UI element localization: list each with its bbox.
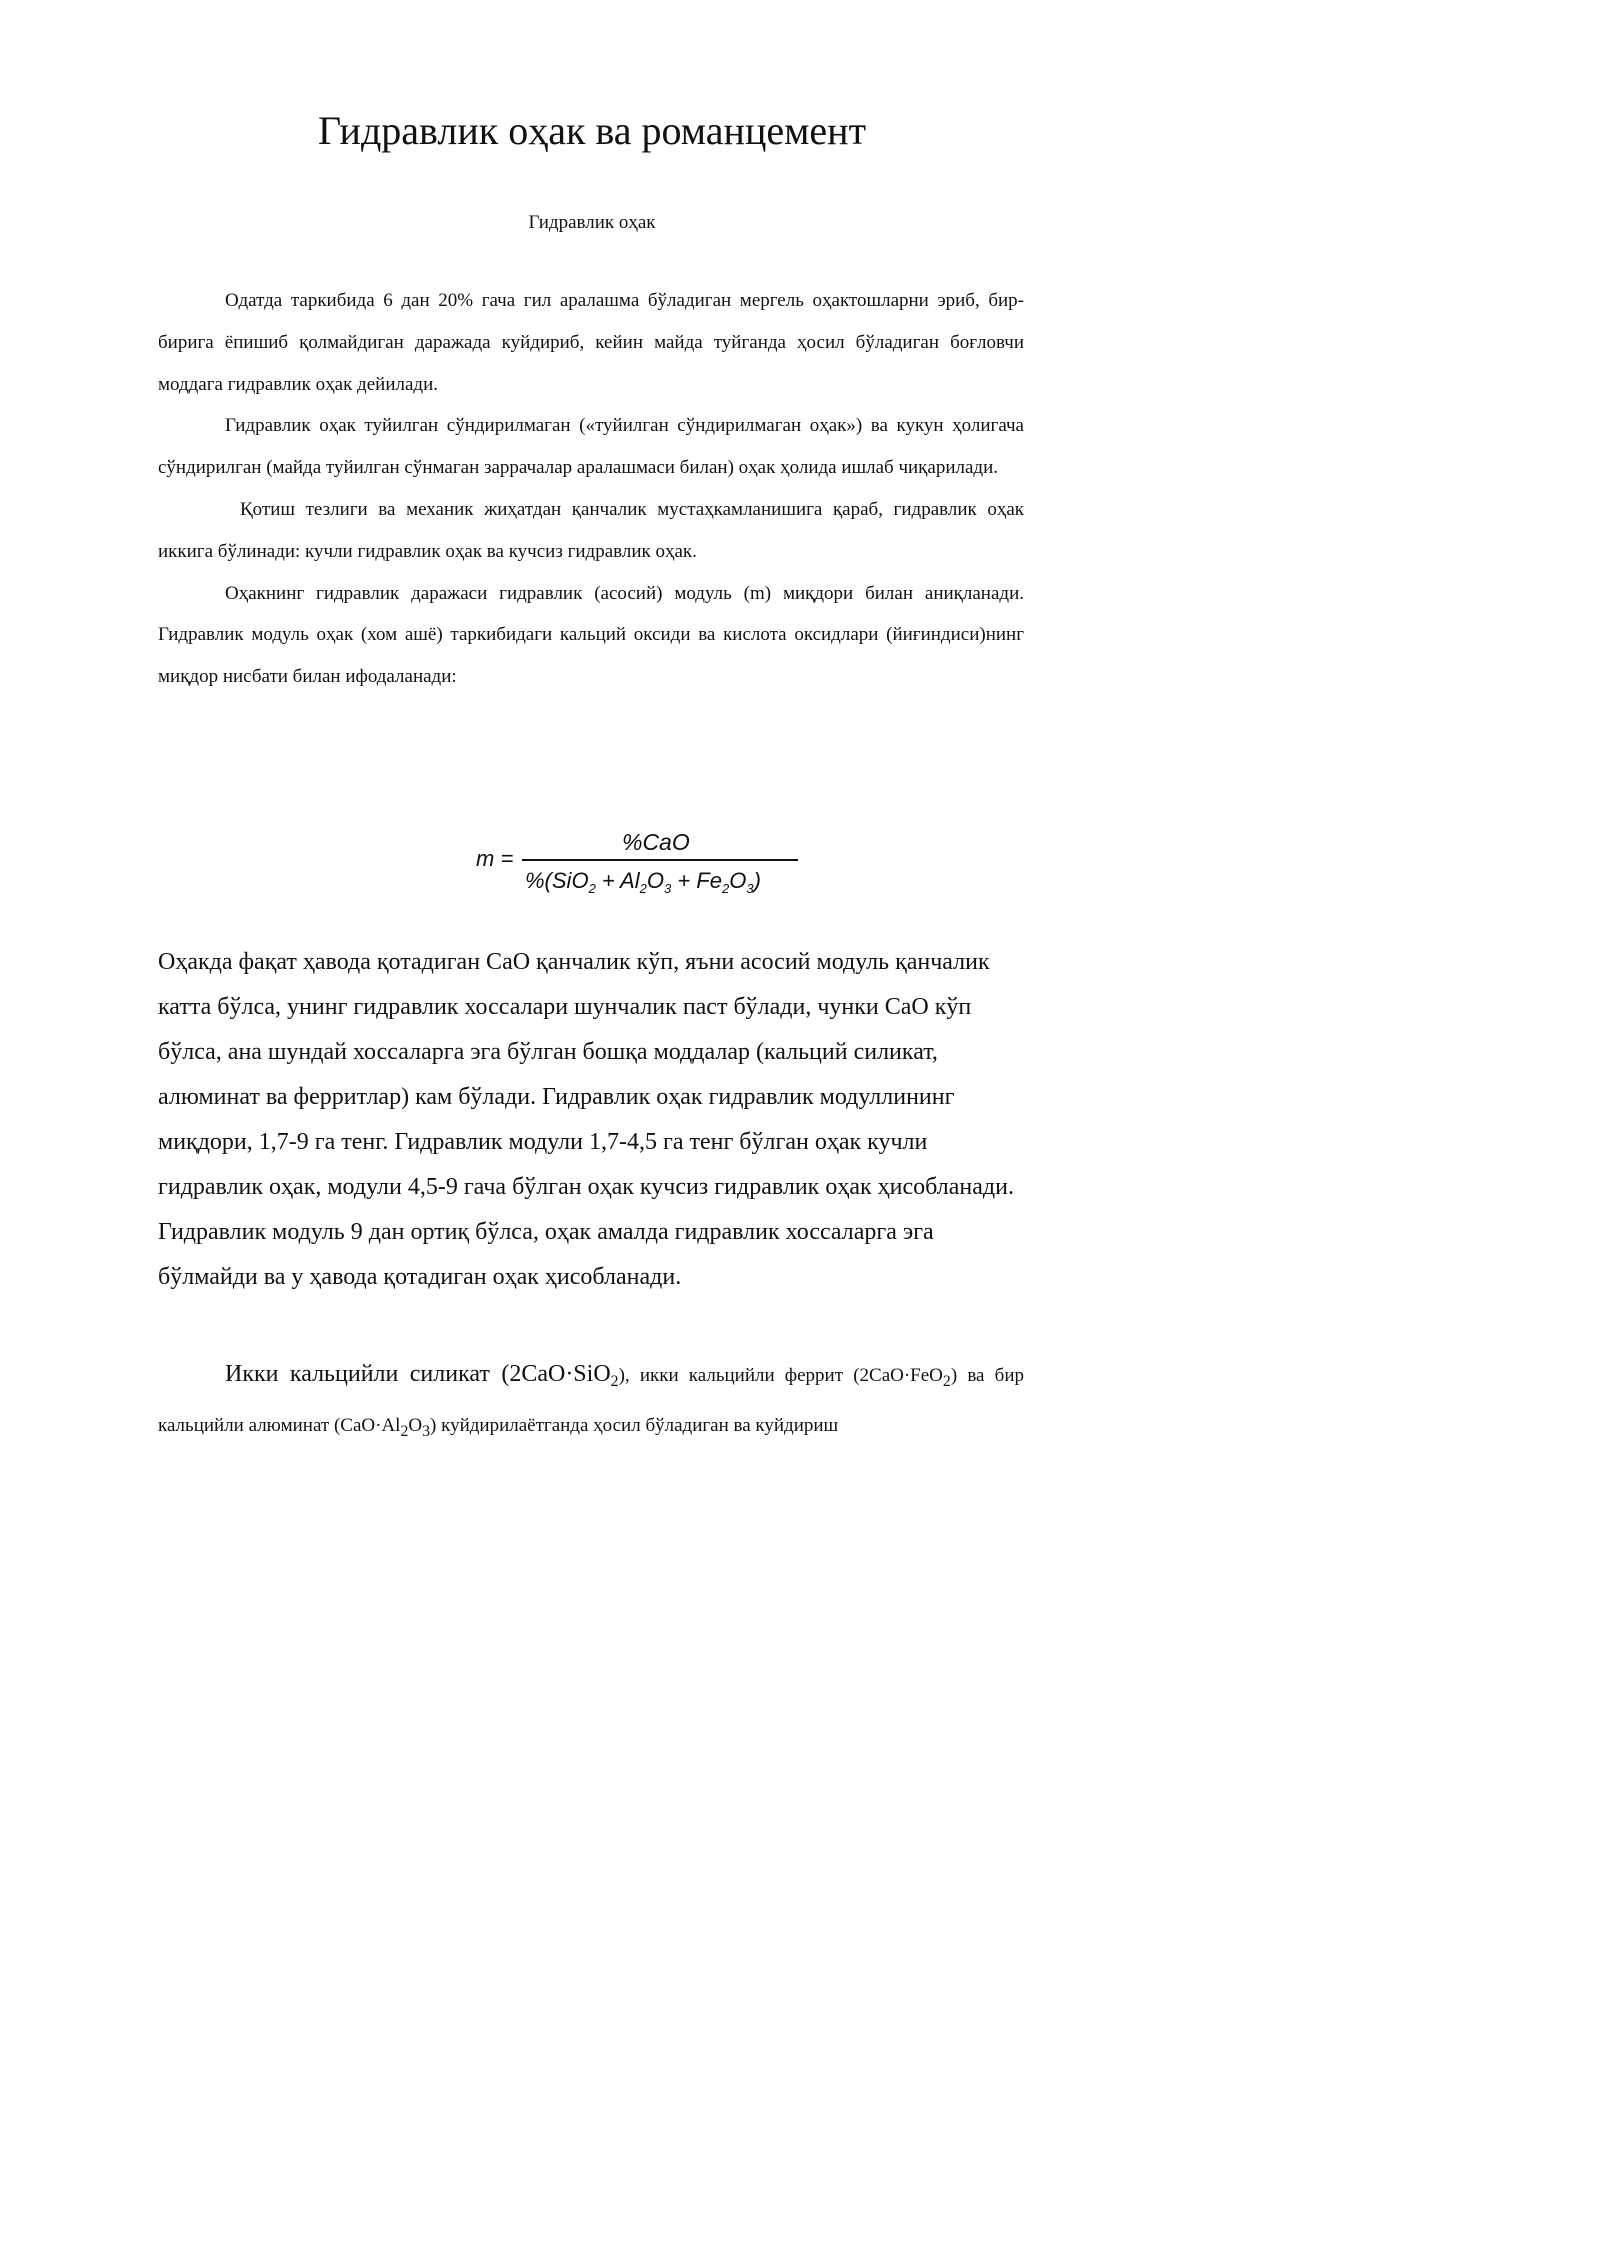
last-paragraph: Икки кальцийли силикат (2CaO·SiO$_2$), икки кальцийли феррит (2CaO·FeO$_2$) ва бир кальцийли алюминат $(CaO\cdot Al_2O_3)$ куйдирилаётганда ҳосил бўладиган ва куйдириш <box>158 1361 1024 1440</box>
paragraph-2: Гидравлик оҳак туйилган сўндирилмаган («туйилган сўндирилмаган оҳак») ва кукун ҳолигача сўндирилган (майда туйилган сўнмаган заррачалар аралашмаси билан) оҳак ҳолида ишлаб чиқарилади. <box>158 415 1024 479</box>
document-title: Гидравлик оҳак ва романцемент <box>317 108 867 153</box>
body-text <box>158 280 1024 698</box>
document-page <box>0 0 1100 1555</box>
large-paragraph: Оҳакда фақат ҳавода қотадиган СаО қанчалик кўп, яъни асосий модуль қанчалик катта бўлса, унинг гидравлик хоссалари шунчалик паст бўлади, чунки СаО кўп бўлса, ана шундай хоссаларга эга бўлган бошқа моддалар (кальций силикат, алюминат ва ферритлар) кам бўлади. Гидравлик оҳак гидравлик модуллининг миқдори, 1,7-9 га тенг. Гидравлик модули 1,7-4,5 га тенг бўлган оҳак кучли гидравлик оҳак, модули 4,5-9 гача бўлган оҳак кучсиз гидравлик оҳак ҳисобланади. Гидравлик модуль 9 дан ортиқ бўлса, оҳак амалда гидравлик хоссаларга эга бўлмайди ва у ҳавода қотадиган оҳак ҳисобланади. <box>158 949 1014 1290</box>
paragraph-4: Оҳакнинг гидравлик даражаси гидравлик (асосий) модуль (m) миқдори билан аниқланади. Гидравлик модуль оҳак (хом ашё) таркибидаги кальций оксиди ва кислота оксидлари (йиғиндиси)нинг миқдор нисбати билан ифодаланади: <box>158 582 1024 688</box>
section-subtitle: Гидравлик оҳак <box>528 212 656 233</box>
last-paragraph-block <box>158 1352 1024 1454</box>
formula-denominator: $\%(SiO_2 + Al_2O_3 + Fe_2O_3)$ <box>525 868 761 896</box>
paragraph-3: Қотиш тезлиги ва механик жиҳатдан қанчалик мустаҳкамланишига қараб, гидравлик оҳак иккига бўлинади: кучли гидравлик оҳак ва кучсиз гидравлик оҳак. <box>158 498 1024 562</box>
formula-lhs: m = <box>476 846 514 871</box>
formula-numerator: %CaO <box>622 829 690 855</box>
paragraph-1: Одатда таркибида 6 дан 20% гача гил аралашма бўладиган мергель оҳактошларни эриб, бир-бирига ёпишиб қолмайдиган даражада куйдириб, кейин майда туйганда ҳосил бўладиган боғловчи моддага гидравлик оҳак дейилади. <box>158 290 1024 395</box>
large-paragraph-block <box>158 940 1028 1300</box>
hydraulic-module-formula <box>470 820 810 900</box>
